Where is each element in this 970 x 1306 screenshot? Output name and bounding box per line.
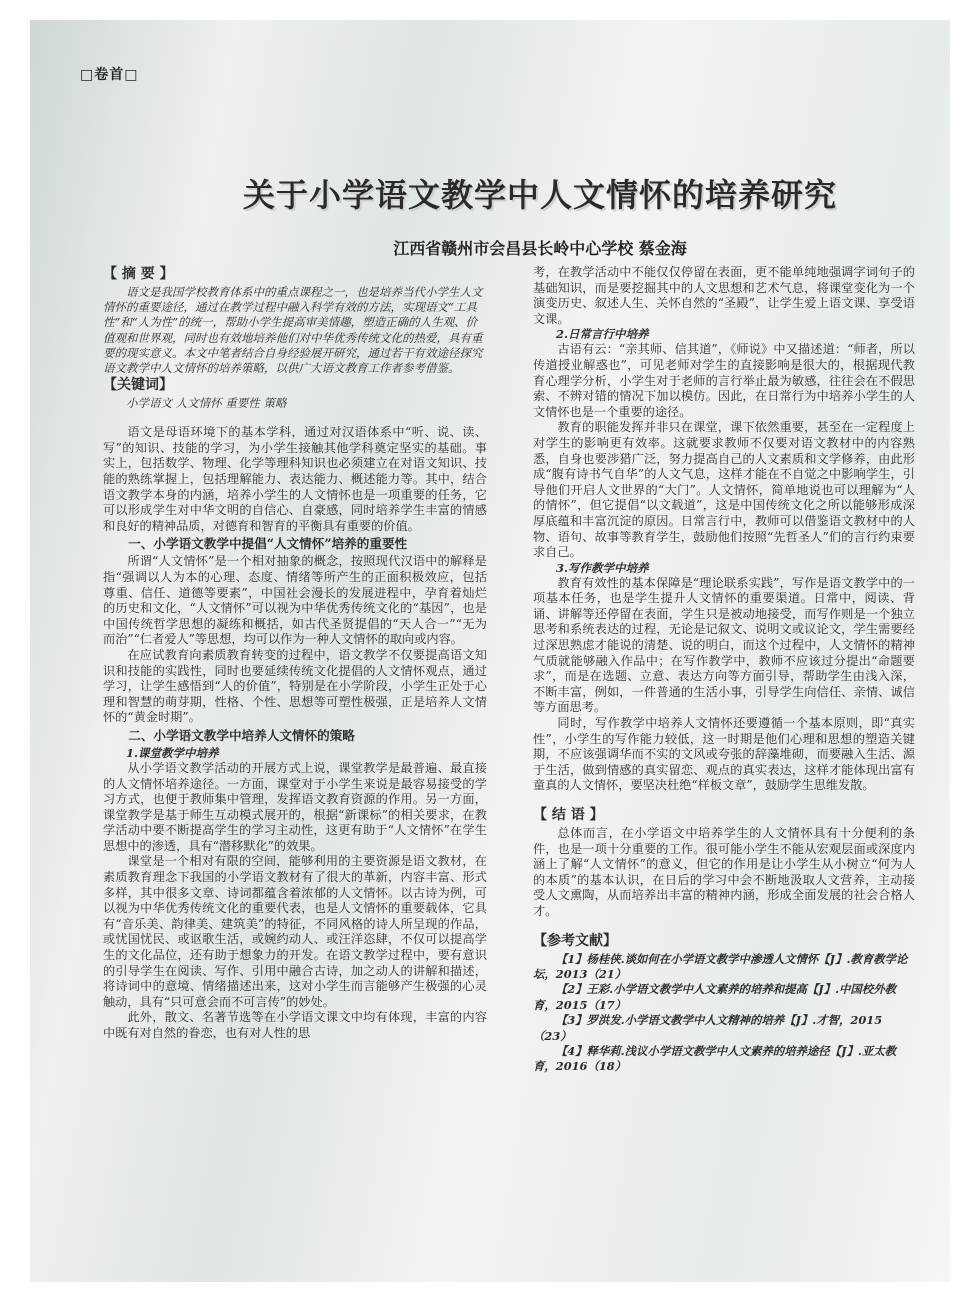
journal-tag: □卷首□ [80, 67, 139, 83]
abstract-text: 语文是我国学校教育体系中的重点课程之一，也是培养当代小学生人文情怀的重要途径，通过在教学过程中融入科学有效的方法，实现语文“工具性”和“人为性”的统一，帮助小学生提高审美情趣，塑造正确的人生观、价值观和世界观，同时也有效地培养他们对中华优秀传统文化的热爱，具有重要的现实意义。本文中笔者结合自身经验展开研究，通过若干有效途径探究语文教学中人文情怀的培养策略，以供广大语文教育工作者参考借鉴。 [103, 285, 483, 376]
body-paragraph: 语文是母语环境下的基本学科，通过对汉语体系中“听、说、读、写”的知识、技能的学习，为小学生接触其他学科奠定坚实的基础。事实上，包括数学、物理、化学等理科知识也必须建立在对语文知识、技能的熟练掌握上，包括理解能力、表达能力、概述能力等。其中，结合语文教学本身的内涵，培养小学生的人文情怀也是一项重要的任务，它可以形成学生对中华文明的自信心、自豪感，同时培养学生丰富的情感和良好的精神品质，对德育和智育的平衡具有重要的价值。 [103, 425, 487, 533]
body-paragraph: 古语有云：“亲其师、信其道”，《师说》中又描述道：“师者，所以传道授业解惑也”，可见老师对学生的直接影响是很大的，根据现代教育心理学分析，小学生对于老师的言行举止最为敏感，往往会在不假思索、不辨对错的情况下加以模仿。因此，在日常行为中培养小学生的人文情怀也是一个重要的途径。 [533, 342, 915, 419]
body-paragraph: 教育的职能发挥并非只在课堂，课下依然重要，甚至在一定程度上对学生的影响更有效率。这就要求教师不仅要对语文教材中的内容熟悉，自身也要涉猎广泛，努力提高自己的人文素质和文学修养，由此形成“腹有诗书气自华”的人文气息，这样才能在不自觉之中影响学生，引导他们开启人文世界的“大门”。人文情怀，简单地说也可以理解为“人的情怀”，但它提倡“以文载道”，这是中国传统文化之所以能够形成深厚底蕴和丰富沉淀的原因。日常言行中，教师可以借鉴语文教材中的人物、语句、故事等教育学生，鼓励他们按照“先哲圣人”们的言行约束要求自己。 [533, 420, 915, 560]
reference-item: 【1】杨桂侠.谈如何在小学语文教学中渗透人文情怀【J】.教育教学论坛，2013（21） [533, 951, 908, 981]
body-paragraph: 所谓“人文情怀”是一个相对抽象的概念，按照现代汉语中的解释是指“强调以人为本的心理、态度、情绪等所产生的正面积极效应，包括尊重、信任、道德等要素”，中国社会漫长的发展进程中，孕育着灿烂的历史和文化，“人文情怀”可以视为中华优秀传统文化的“基因”，也是中国传统哲学思想的凝练和概括，如古代圣贤提倡的“天人合一”“无为而治”“仁者爱人”等思想，均可以作为一种人文情怀的取向或内容。 [103, 554, 487, 647]
left-column [103, 265, 487, 1042]
body-paragraph: 在应试教育向素质教育转变的过程中，语文教学不仅要提高语文知识和技能的实践性，同时也要延续传统文化提倡的人文情怀观点，通过学习，让学生感悟到“人的价值”，特别是在小学阶段，小学生正处于心理和智慧的萌芽期，性格、个性、思想等可塑性极强，正是培养人文情怀的“黄金时期”。 [103, 647, 487, 725]
body-paragraph: 此外，散文、名著节选等在小学语文课文中均有体现，丰富的内容中既有对自然的眷恋，也有对人性的思 [103, 1010, 487, 1040]
subsection-heading: 3.写作教学中培养 [556, 560, 649, 575]
keywords-label: 【关键词】 [103, 377, 173, 394]
reference-item: 【4】释华莉.浅议小学语文教学中人文素养的培养途径【J】.亚太教育，2016（18） [533, 1044, 896, 1074]
section-heading: 二、小学语文教学中培养人文情怀的策略 [128, 727, 355, 743]
section-heading: 一、小学语文教学中提倡“人文情怀”培养的重要性 [128, 536, 408, 552]
conclusion-label: 【 结 语 】 [533, 807, 604, 823]
subsection-heading: 1.课堂教学中培养 [126, 745, 219, 760]
reference-item: 【2】王彩.小学语文教学中人文素养的培养和提高【J】.中国校外教育，2015（17） [533, 982, 896, 1012]
body-paragraph: 教育有效性的基本保障是“理论联系实践”，写作是语文教学中的一项基本任务，也是学生提升人文情怀的重要渠道。日常中，阅读、背诵、讲解等还停留在表面，学生只是被动地接受，而写作则是一个独立思考和系统表达的过程，无论是记叙文、说明文或议论文，学生需要经过深思熟虑才能说的清楚、说的明白，而这个过程中，人文情怀的精神气质就能够融入作品中；在写作教学中，教师不应该过分提出“命题要求”，而是在选题、立意、表达方向等方面引导，帮助学生由浅入深，不断丰富，例如，一件普通的生活小事，引导学生向信任、亲情、诚信等方面思考。 [533, 575, 915, 715]
body-paragraph: 考，在教学活动中不能仅仅停留在表面，更不能单纯地强调字词句子的基础知识，而是要挖掘其中的人文思想和艺术气息，将课堂变化为一个演变历史、叙述人生、关怀自然的“圣殿”，让学生爱上语文课、享受语文课。 [533, 265, 915, 326]
conclusion-text: 总体而言，在小学语文中培养学生的人文情怀具有十分便利的条件，也是一项十分重要的工作。很可能小学生不能从宏观层面或深度内涵上了解“人文情怀”的意义，但它的作用是让小学生从小树立“何为人的本质”的基本认识，在日后的学习中会不断地汲取人文营养，主动接受人文熏陶，从而培养出丰富的精神内涵，形成全面发展的社会合格人才。 [533, 826, 915, 918]
author-line: 江西省赣州市会昌县长岭中心学校 蔡金海 [393, 239, 687, 258]
body-paragraph: 从小学语文教学活动的开展方式上说，课堂教学是最普遍、最直接的人文情怀培养途径。一方面，课堂对于小学生来说是最容易接受的学习方式，也便于教师集中管理，发挥语文教育资源的作用。另一方面，课堂教学是基于师生互动模式展开的，根据“新课标”的相关要求，在教学活动中要不断提高学生的学习主动性，这更有助于“人文情怀”在学生思想中的渗透，具有“潜移默化”的效果。 [103, 760, 487, 853]
body-paragraph: 课堂是一个相对有限的空间，能够利用的主要资源是语文教材，在素质教育理念下我国的小学语文教材有了很大的革新，内容丰富、形式多样，其中很多文章、诗词都蕴含着浓郁的人文情怀。以古诗为例，可以视为中华优秀传统文化的重要代表，也是人文情怀的重要载体，它具有“音乐美、韵律美、建筑美”的特征，不同风格的诗人所呈现的作品，或忧国忧民、或讴歌生活，或婉约动人、或汪洋恣肆，不仅可以提高学生的文化品位，还有助于想象力的开发。在语文教学过程中，要有意识的引导学生在阅读、写作、引用中融合古诗，加之动人的讲解和描述，将诗词中的意境、情绪描述出来，这对小学生而言能够产生极强的心灵触动，具有“只可意会而不可言传”的妙处。 [103, 854, 487, 1009]
keywords-text: 小学语文 人文情怀 重要性 策略 [126, 396, 287, 411]
page-title: 关于小学语文教学中人文情怀的培养研究 [242, 176, 837, 214]
abstract-label: 【 摘 要 】 [103, 266, 174, 282]
right-column [533, 265, 915, 1075]
reference-item: 【3】罗洪发.小学语文教学中人文精神的培养【J】.才智，2015（23） [533, 1013, 883, 1043]
body-paragraph: 同时，写作教学中培养人文情怀还要遵循一个基本原则，即“真实性”，小学生的写作能力较低，这一时期是他们心理和思想的塑造关键期，不应该强调华而不实的文风或夸张的辞藻堆砌，而要融入生活、源于生活，做到情感的真实留恋、观点的真实表达，这样才能体现出富有童真的人文情怀，要坚决杜绝“样板文章”，鼓励学生思维发散。 [533, 716, 915, 793]
subsection-heading: 2.日常言行中培养 [556, 327, 649, 342]
references-label: 【参考文献】 [533, 932, 617, 949]
